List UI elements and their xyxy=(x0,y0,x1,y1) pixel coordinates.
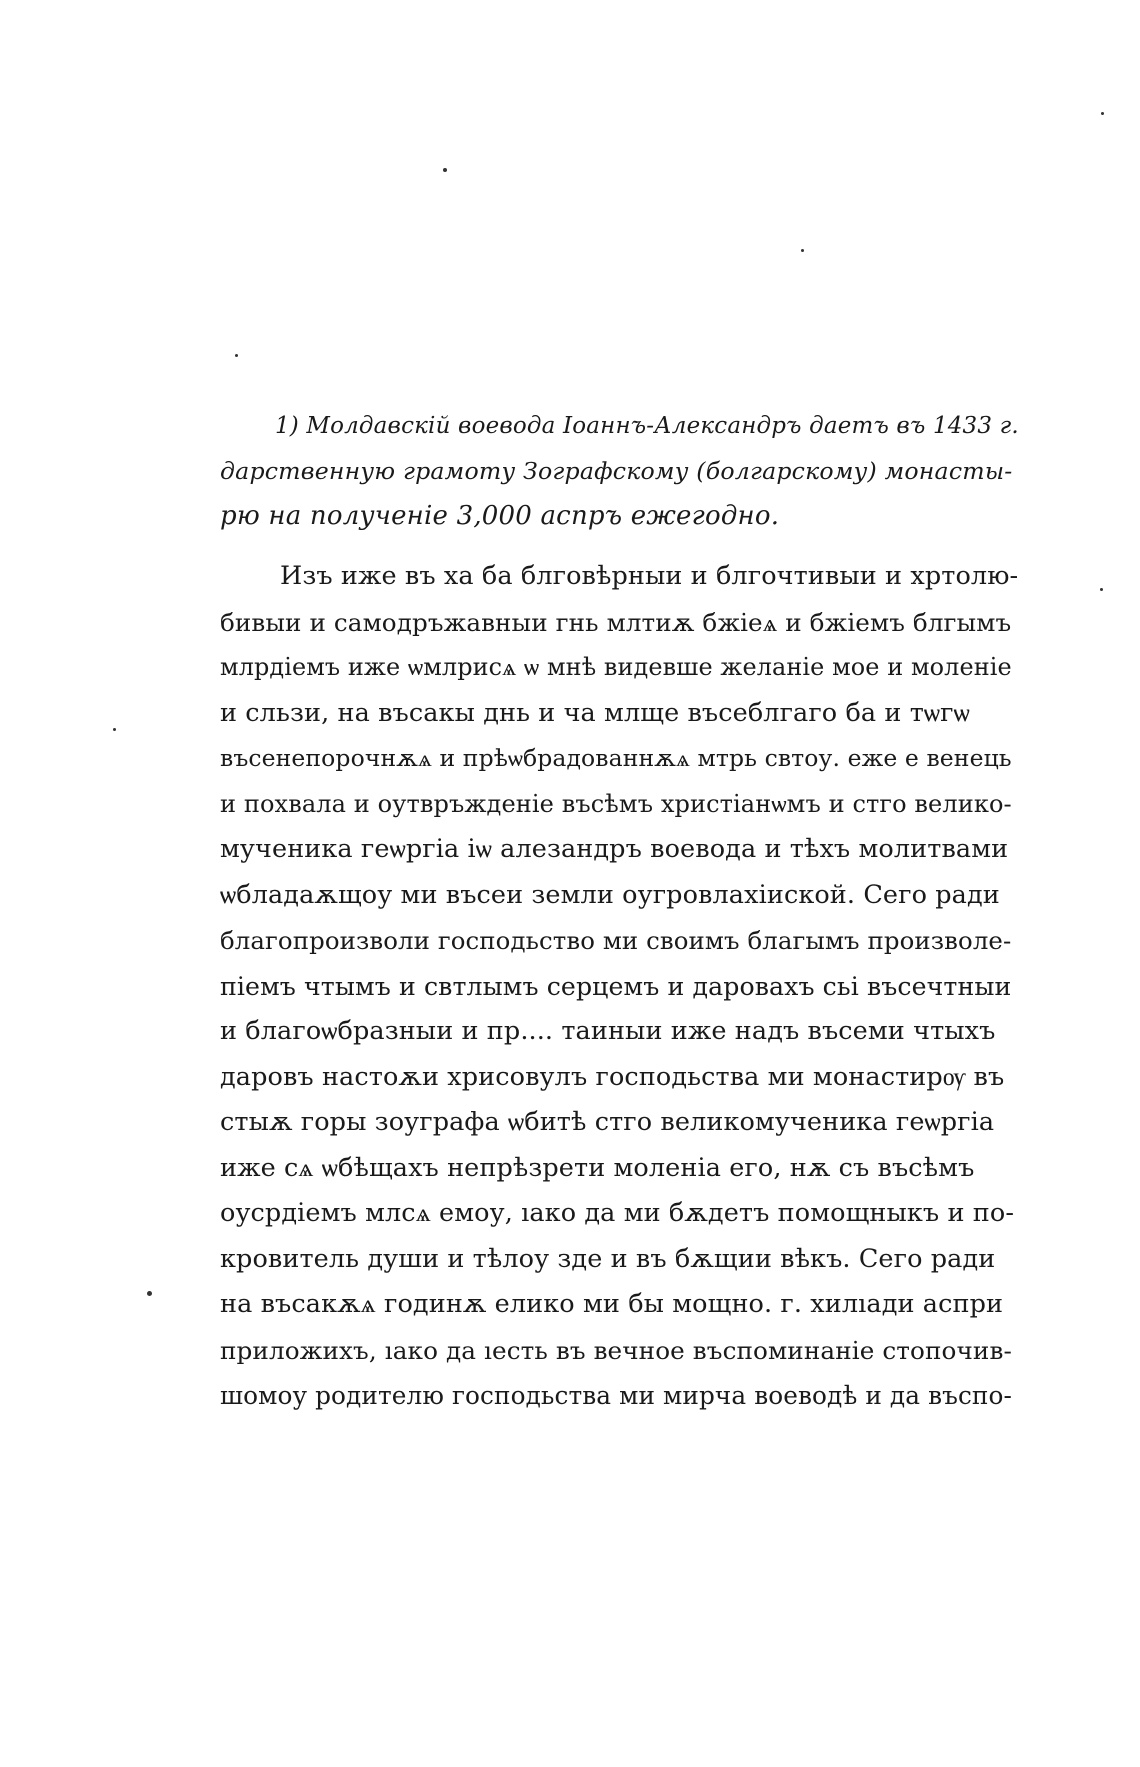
charter-line: оусрдіемъ млсѧ емоу, ıако да ми бѫдетъ помощныкъ и по- xyxy=(220,1198,1015,1228)
scan-speck xyxy=(1101,112,1104,115)
charter-line: ѡбладаѫщоу ми въсеи земли оугровлахіиской. Сего ради xyxy=(220,879,1000,910)
charter-line: и благоѡбразныи и пр.... таиныи иже надъ въсеми чтыхъ xyxy=(220,1016,996,1046)
document-heading xyxy=(220,404,1020,539)
charter-line: въсенепорочнѫѧ и прѣѡбрадованнѫѧ мтрь свтоу. еже е венець xyxy=(220,744,1012,772)
heading-line: рю на полученіе 3,000 аспръ ежегодно. xyxy=(220,501,780,531)
charter-line: бивыи и самодръжавныи гнь млтиѫ бжіеѧ и бжіемъ блгымъ xyxy=(220,607,1012,637)
charter-line: благопроизволи господьство ми своимъ благымъ произволе- xyxy=(220,926,1012,955)
charter-line: стыѫ горы зоуграфа ѡбитѣ стго великомученика геѡргіа xyxy=(220,1107,995,1137)
charter-line: кровитель души и тѣлоу зде и въ бѫщии вѣкъ. Сего ради xyxy=(220,1243,996,1274)
charter-line: млрдіемъ иже ѡмлрисѧ ѡ мнѣ видевше желаніе мое и моленіе xyxy=(220,653,1012,681)
charter-line: мученика геѡргіа іѡ алезандръ воевода и тѣхъ молитвами xyxy=(220,834,1009,864)
scan-speck xyxy=(147,1291,152,1296)
charter-line: Изъ иже въ ха ба блговѣрныи и блгочтивыи и хртолю- xyxy=(280,561,1019,591)
heading-line: 1) Молдавскій воевода Іоаннъ-Александръ даетъ въ 1433 г. xyxy=(275,413,1019,439)
heading-line: дарственную грамоту Зографскому (болгарскому) монасты- xyxy=(220,457,1013,485)
scan-speck xyxy=(801,249,804,252)
charter-line: приложихъ, ıако да ıесть въ вечное въспоминаніе стопочив- xyxy=(220,1335,1012,1365)
scan-speck xyxy=(443,168,447,172)
charter-line: и сльзи, на въсакы днь и ча млще въсеблгаго ба и тѡгѡ xyxy=(220,697,970,728)
charter-line: и похвала и оутвръжденіе въсѣмъ христіанѡмъ и стго велико- xyxy=(220,789,1012,818)
scan-speck xyxy=(1100,588,1103,591)
charter-line: шомоу родителю господьства ми мирча воеводѣ и да въспо- xyxy=(220,1381,1012,1410)
charter-line: піемъ чтымъ и свтлымъ серцемъ и даровахъ сьі въсечтныи xyxy=(220,971,1012,1001)
charter-line: даровъ настоѫи хрисовулъ господьства ми монастирѹ въ xyxy=(220,1061,1005,1092)
charter-text xyxy=(220,554,1020,1419)
charter-line: иже сѧ ѡбѣщахъ непрѣзрети моленіа его, нѫ съ въсѣмъ xyxy=(220,1152,975,1183)
charter-line: на въсакѫѧ годинѫ елико ми бы мощно. г. хилıади аспри xyxy=(220,1289,1004,1319)
scan-speck xyxy=(113,728,116,731)
scan-speck xyxy=(235,354,238,357)
